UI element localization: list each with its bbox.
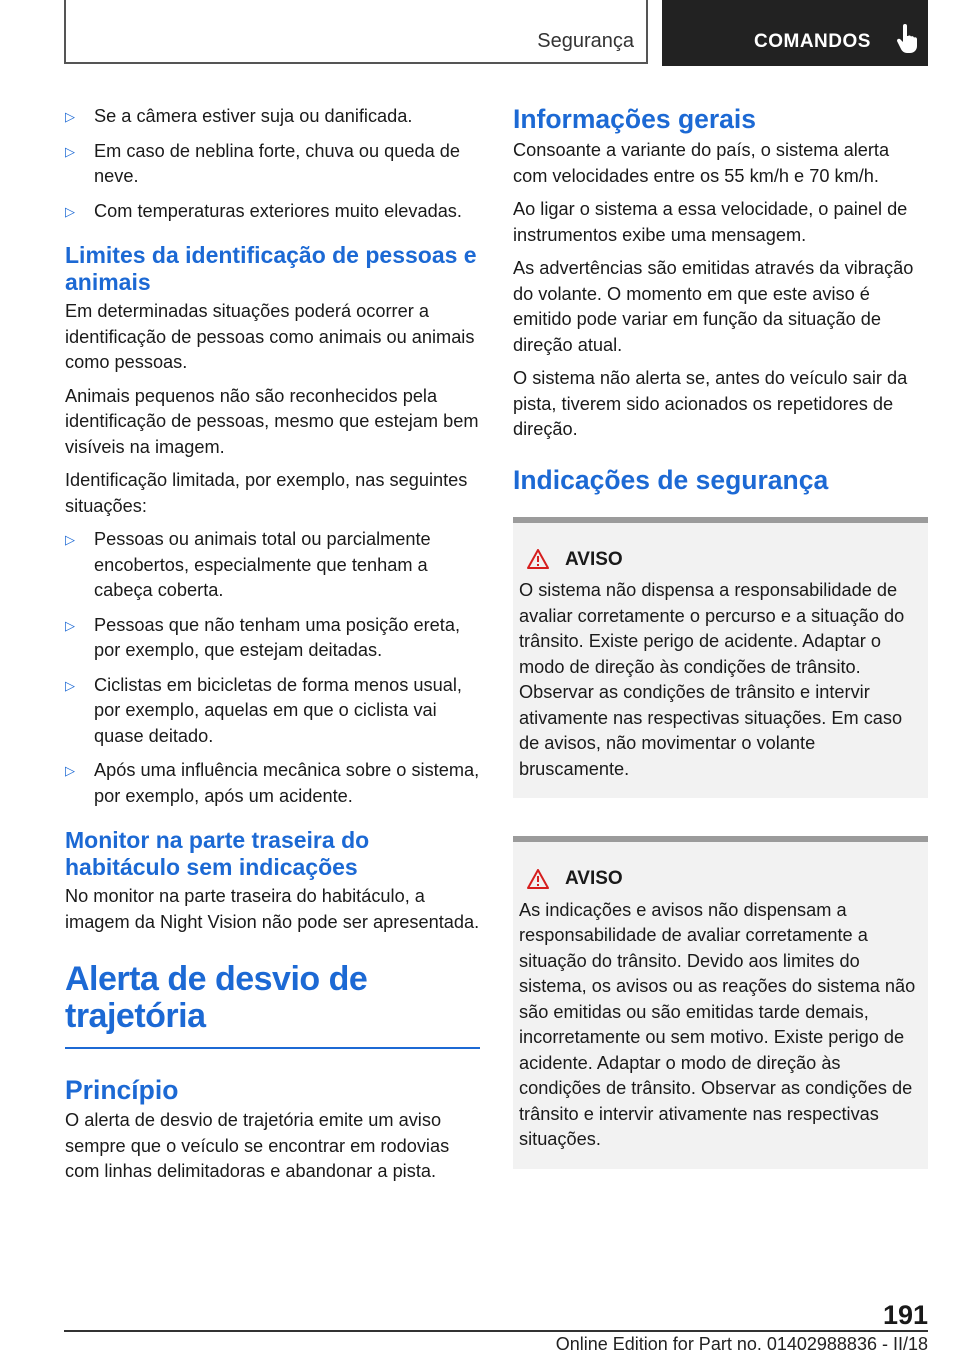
warning-box — [513, 517, 928, 799]
footer-edition: Online Edition for Part no. 01402988836 - II/18 — [555, 1334, 928, 1354]
list-item: ▷ Em caso de neblina forte, chuva ou queda de neve. — [65, 139, 480, 190]
paragraph: O sistema não alerta se, antes do veículo sair da pista, tiverem sido acionados os repetidores de direção. — [513, 368, 908, 439]
paragraph: No monitor na parte traseira do habitáculo, a imagem da Night Vision não pode ser apresentada. — [65, 886, 480, 932]
page-header — [64, 0, 928, 66]
chapter-tab-label: COMANDOS — [754, 31, 871, 52]
paragraph: O alerta de desvio de trajetória emite um aviso sempre que o veículo se encontrar em rodovias com linhas delimitadoras e abandonar a pista. — [65, 1110, 450, 1181]
paragraph: Ao ligar o sistema a essa velocidade, o painel de instrumentos exibe uma mensagem. — [513, 199, 908, 245]
paragraph: Em determinadas situações poderá ocorrer a identificação de pessoas como animais ou animais como pessoas. — [65, 301, 475, 372]
paragraph: Animais pequenos não são reconhecidos pela identificação de pessoas, mesmo que estejam bem visíveis na imagem. — [65, 385, 479, 457]
chapter-tab — [662, 0, 928, 66]
footer-divider — [64, 1330, 928, 1332]
list-item: ▷ Com temperaturas exteriores muito elevadas. — [65, 199, 480, 225]
warning-header — [519, 866, 920, 892]
chapter-title: Alerta de desvio de trajetória — [65, 960, 368, 1035]
subheading-limits: Limites da identificação de pessoas e animais — [65, 242, 477, 295]
paragraph: Consoante a variante do país, o sistema alerta com velocidades entre os 55 km/h e 70 km/h. — [513, 140, 890, 186]
subheading-rear-monitor: Monitor na parte traseira do habitáculo sem indicações — [65, 827, 370, 880]
list-item: ▷ Se a câmera estiver suja ou danificada. — [65, 104, 480, 130]
warning-triangle-icon — [527, 869, 549, 889]
pointing-hand-icon — [896, 24, 918, 54]
section-header — [64, 0, 648, 64]
left-column — [65, 104, 480, 1193]
page-number: 191 — [882, 1300, 928, 1330]
warning-label: AVISO — [565, 548, 623, 570]
warning-box — [513, 836, 928, 1169]
list-item: ▷ Ciclistas em bicicletas de forma menos usual, por exemplo, aquelas em que o ciclista vai quase deitado. — [65, 673, 480, 750]
paragraph: As advertências são emitidas através da vibração do volante. O momento em que este aviso é emitido pode variar em função da situação de direção atual. — [513, 258, 914, 355]
section-title: Segurança — [537, 30, 634, 52]
warning-label: AVISO — [565, 868, 623, 889]
right-column — [513, 104, 928, 1169]
list-item: ▷ Pessoas ou animais total ou parcialmente encobertos, especialmente que tenham a cabeça coberta. — [65, 527, 480, 604]
warning-text: O sistema não dispensa a responsabilidade de avaliar corretamente o percurso e a situação do trânsito. Existe perigo de acidente. Adaptar o modo de direção às condições de trânsito. Observar as condições de trânsito e intervir ativamente nas respectivas situações. Em caso de avisos, não movimentar o volante bruscamente. — [519, 580, 905, 779]
warning-header — [519, 547, 920, 573]
subheading-principle: Princípio — [65, 1075, 179, 1105]
warning-triangle-icon — [527, 549, 549, 569]
list-item: ▷ Pessoas que não tenham uma posição ereta, por exemplo, que estejam deitadas. — [65, 613, 480, 664]
subheading-general-info: Informações gerais — [513, 104, 757, 134]
paragraph: Identificação limitada, por exemplo, nas seguintes situações: — [65, 470, 468, 516]
warning-text: As indicações e avisos não dispensam a responsabilidade de avaliar corretamente a situação do trânsito. Devido aos limites do sistema, os avisos ou as reações do sistema não são emitidas ou são emitidas tarde demais, incorretamente ou sem motivo. Existe perigo de acidente. Adaptar o modo de direção às condições de trânsito. Observar as condições de trânsito e intervir ativamente nas respectivas situações. — [519, 899, 916, 1149]
list-item: ▷ Após uma influência mecânica sobre o sistema, por exemplo, após um acidente. — [65, 758, 480, 809]
subheading-safety: Indicações de segurança — [513, 464, 829, 495]
title-divider — [65, 1047, 480, 1049]
